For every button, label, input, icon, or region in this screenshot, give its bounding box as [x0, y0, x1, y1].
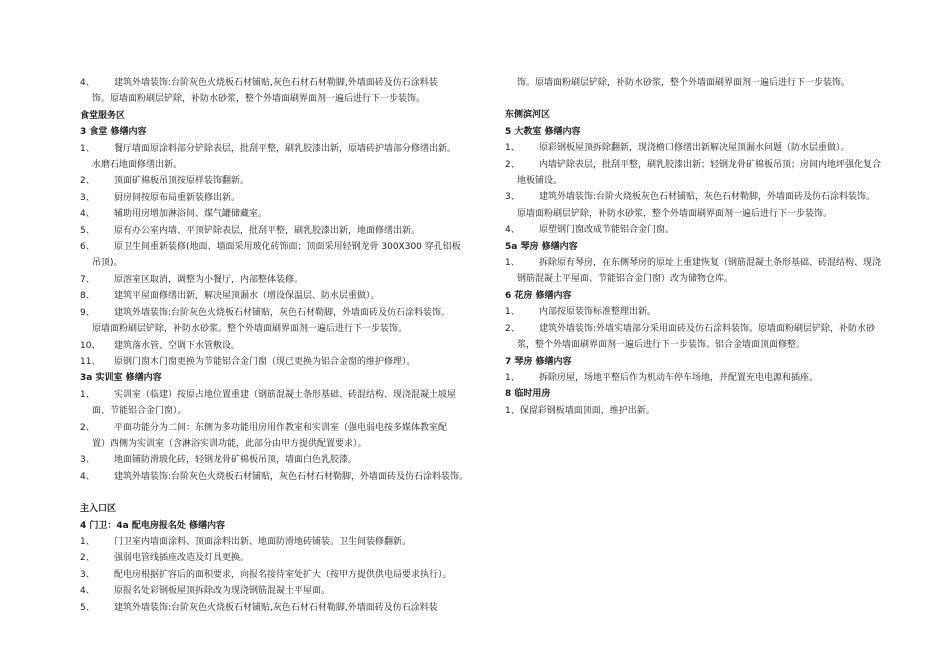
item-text: 实训室（临建）按原占地位置重建（钢筋混凝土条形基础、砖混结构、现浇混凝土坡屋: [114, 389, 457, 400]
subsection-heading: 3 食堂 修缮内容: [80, 127, 147, 138]
list-item: [80, 600, 478, 616]
list-item: [80, 206, 478, 222]
item-number: 4、: [80, 209, 95, 220]
subsection-heading: 6 花房 修缮内容: [505, 290, 572, 301]
item-number: 4、: [505, 225, 520, 236]
item-text: 厨房间按原布局重新装修出新。: [114, 192, 241, 203]
list-item: [80, 75, 478, 91]
list-item: [505, 140, 905, 156]
section-heading: 食堂服务区: [80, 110, 126, 121]
item-text: 原塑钢门窗改成节能铝合金门窗。: [539, 225, 675, 236]
item-number: 4、: [80, 586, 95, 597]
item-text: 内部按原装饰标准整理出新。: [539, 307, 657, 318]
section-heading: 东侧滨河区: [505, 110, 551, 121]
item-text: 餐厅墙面原涂料部分铲除表层，批刮平整，刷乳胶漆出新，原墙砖护墙部分修缮出新。: [114, 143, 457, 154]
list-item: [80, 550, 478, 566]
item-number: 4、: [80, 78, 95, 88]
item-text: 辅助用房增加淋浴间、煤气罐储藏室。: [114, 209, 268, 220]
item-number: 2、: [80, 553, 95, 564]
list-item: [80, 272, 478, 288]
item-number: 5、: [80, 225, 95, 236]
item-number: 6、: [80, 242, 95, 253]
item-text: 建筑外墙装饰:台阶灰色火烧板石材铺贴，灰色石材勒脚，外墙面砖及仿石涂料装饰。: [114, 307, 451, 318]
list-item: [80, 387, 478, 403]
continuation-line: 饰。原墙面粉刷层铲除，补防水砂浆，整个外墙面刷界面剂一遍后进行下一步装饰。: [92, 94, 426, 105]
subsection-heading: 8 临时用房: [505, 389, 551, 400]
item-text: 原卫生间重新装修(地面、墙面采用玻化砖饰面；顶面采用轻钢龙骨 300X300 穿孔铝板: [114, 242, 461, 253]
list-item: [80, 305, 478, 321]
left-column: [80, 75, 478, 616]
item-text: 建筑外墙装饰:台阶灰色火烧板石材铺贴，灰色石材石材勒脚，外墙面砖及仿石涂料装饰。: [114, 471, 469, 482]
list-item: [505, 370, 905, 386]
item-text: 地面铺防滑玻化砖，轻钢龙骨矿棉板吊顶，墙面白色乳胶漆。: [114, 455, 358, 466]
item-text: 顶面矿棉板吊顶按原样装饰翻新。: [114, 176, 250, 187]
item-text: 建筑外墙装饰:外墙实墙部分采用面砖及仿石涂料装饰。原墙面粉刷层铲除，补防水砂: [539, 323, 876, 334]
item-text: 原彩钢板屋顶拆除翻新，现浇檐口修缮出新解决屋顶漏水问题（防水层重做）。: [539, 143, 850, 154]
subsection-heading: 4 门卫：4a 配电房报名处 修缮内容: [80, 520, 225, 531]
continuation-line: 钢筋混凝土平屋面、节能铝合金门窗）改为储物仓库。: [517, 274, 734, 285]
item-number: 3、: [80, 192, 95, 203]
item-text: 建筑外墙装饰:台阶灰色火烧板石材铺贴,灰色石材石材勒脚,外墙面砖及仿石涂料装: [114, 78, 438, 88]
list-item: [80, 239, 478, 255]
item-number: 8、: [80, 291, 95, 302]
item-number: 2、: [80, 422, 95, 433]
continuation-line: 浆，整个外墙面刷界面剂一遍后进行下一步装饰。铝合金墙面顶面修整。: [517, 340, 806, 351]
continuation-line: 原墙面粉刷层铲除，补防水砂浆，整个外墙面刷界面剂一遍后进行下一步装饰。: [517, 208, 833, 219]
item-number: 1、: [505, 372, 520, 383]
list-item: [80, 141, 478, 157]
subsection-heading: 7 琴房 修缮内容: [505, 356, 572, 367]
text-line: 1、保留彩钢板墙面顶面，维护出新。: [505, 405, 655, 416]
list-item: [505, 255, 905, 271]
continuation-line: 吊顶)。: [92, 258, 123, 269]
item-text: 建筑外墙装饰:台阶灰色火烧板石材铺贴,灰色石材石材勒脚,外墙面砖及仿石涂料装: [114, 602, 438, 613]
section-spacer: [80, 485, 478, 501]
list-item: [80, 338, 478, 354]
list-item: [80, 223, 478, 239]
subsection-heading: 5a 琴房 修缮内容: [505, 241, 578, 252]
list-item: [80, 534, 478, 550]
section-heading: 主入口区: [80, 504, 117, 515]
list-item: [80, 583, 478, 599]
list-item: [80, 469, 478, 485]
item-number: 3、: [80, 455, 95, 466]
item-text: 平面功能分为二间：东侧为多功能用房用作教室和实训室（强电弱电按多媒体教室配: [114, 422, 448, 433]
item-text: 内墙铲除表层，批刮平整，刷乳胶漆出新；轻钢龙骨矿棉板吊顶；房间内地坪强化复合: [539, 159, 882, 170]
list-item: [80, 173, 478, 189]
item-number: 2、: [80, 176, 95, 187]
continuation-line: 饰。原墙面粉刷层铲除，补防水砂浆，整个外墙面刷界面剂一遍后进行下一步装饰。: [517, 78, 851, 88]
list-item: [80, 420, 478, 436]
item-number: 3、: [80, 569, 95, 580]
item-text: 拆除房屋，场地平整后作为机动车停车场地，并配置充电电源和插座。: [539, 372, 819, 383]
item-number: 9、: [80, 307, 95, 318]
item-number: 2、: [505, 323, 520, 334]
item-number: 5、: [80, 602, 95, 613]
list-item: [505, 157, 905, 173]
list-item: [80, 354, 478, 370]
continuation-line: 置）西侧为实训室（含淋浴实训功能，此部分由甲方提供配置要求）。: [92, 438, 367, 449]
item-text: 原钢门窗木门窗更换为节能铝合金门窗（现已更换为铝合金窗的维护修理）。: [114, 356, 416, 367]
subsection-heading: 5 大教室 修缮内容: [505, 126, 581, 137]
item-text: 原报名处彩钢板屋顶拆除改为现浇钢筋混凝土平屋面。: [114, 586, 331, 597]
list-item: [505, 222, 905, 238]
continuation-line: 面、节能铝合金门窗）。: [92, 406, 187, 417]
item-number: 11、: [80, 356, 101, 367]
list-item: [80, 190, 478, 206]
item-text: 强弱电管线插座改造及灯具更换。: [114, 553, 250, 564]
section-spacer: [505, 91, 905, 107]
item-text: 建筑落水管、空调下水管敷设。: [114, 340, 241, 351]
item-number: 1、: [80, 143, 95, 154]
item-number: 1、: [80, 536, 95, 547]
continuation-line: 地板铺设。: [517, 176, 563, 187]
list-item: [80, 452, 478, 468]
item-number: 7、: [80, 274, 95, 285]
item-number: 2、: [505, 159, 520, 170]
item-number: 1、: [505, 143, 520, 154]
item-number: 4、: [80, 471, 95, 482]
list-item: [505, 321, 905, 337]
item-text: 原有办公室内墙、平顶铲除表层，批刮平整，刷乳胶漆出新，地面修缮出新。: [114, 225, 421, 236]
continuation-line: 原墙面粉刷层铲除，补防水砂浆。整个外墙面刷界面剂一遍后进行下一步装饰。: [92, 324, 408, 335]
list-item: [505, 189, 905, 205]
item-number: 1、: [80, 389, 95, 400]
item-number: 3、: [505, 192, 520, 203]
item-text: 拆除原有琴房，在东侧琴房的原址上重建恢复（钢筋混凝土条形基础、砖混结构、现浇: [539, 258, 882, 269]
item-text: 建筑平屋面修缮出新，解决屋顶漏水（增设保温层、防水层重做）。: [114, 291, 380, 302]
subsection-heading: 3a 实训室 修缮内容: [80, 373, 162, 384]
item-number: 1、: [505, 258, 520, 269]
item-text: 配电房根据扩容后的面积要求，向报名接待室处扩大（按甲方提供供电局要求执行）。: [114, 569, 452, 580]
item-number: 10、: [80, 340, 101, 351]
item-text: 建筑外墙装饰:台阶火烧板灰色石材铺贴，灰色石材勒脚，外墙面砖及仿石涂料装饰。: [539, 192, 876, 203]
list-item: [80, 288, 478, 304]
right-column: [505, 75, 905, 419]
item-text: 门卫室内墙面涂料、顶面涂料出新、地面防滑地砖铺装。卫生间装修翻新。: [114, 536, 412, 547]
item-number: 1、: [505, 307, 520, 318]
list-item: [505, 304, 905, 320]
item-text: 原溶室区取消，调整为小餐厅，内部整体装修。: [114, 274, 304, 285]
continuation-line: 水磨石地面修缮出新。: [92, 160, 183, 171]
list-item: [80, 567, 478, 583]
